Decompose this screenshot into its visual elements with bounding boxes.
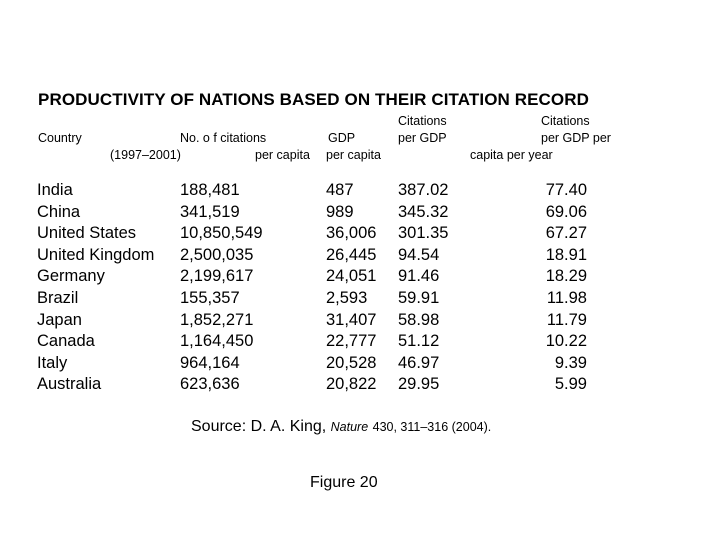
cell-country: Canada bbox=[37, 332, 95, 351]
cell-gdp: 487 bbox=[326, 181, 354, 199]
source-citation bbox=[191, 418, 491, 436]
cell-citations: 155,357 bbox=[180, 288, 240, 307]
cell-country: Japan bbox=[37, 310, 82, 329]
cell-gdp: 989 bbox=[326, 202, 354, 221]
cell-gdp: 24,051 bbox=[326, 267, 377, 286]
header-gdp-line1: GDP bbox=[328, 131, 356, 145]
cell-country: Brazil bbox=[37, 288, 79, 307]
header-cit-gdp-line2: per GDP bbox=[398, 131, 447, 145]
cell-citations: 1,852,271 bbox=[180, 310, 254, 329]
cell-cit-per-gdp: 29.95 bbox=[398, 375, 440, 394]
cell-citations: 188,481 bbox=[180, 181, 240, 199]
cell-citations: 341,519 bbox=[180, 202, 240, 221]
column-cit-per-gdp bbox=[398, 180, 448, 396]
cell-cit-per-gdp: 91.46 bbox=[398, 267, 440, 286]
cell-citations: 10,850,549 bbox=[180, 224, 263, 243]
header-gdp-line2: per capita bbox=[326, 148, 381, 162]
cell-country: Australia bbox=[37, 375, 102, 394]
source-reference: 430, 311–316 (2004). bbox=[372, 420, 492, 434]
cell-cit-per-gdp-year: 11.98 bbox=[546, 288, 587, 307]
cell-country: Italy bbox=[37, 353, 68, 372]
cell-country: India bbox=[37, 181, 73, 199]
cell-gdp: 20,822 bbox=[326, 375, 377, 394]
cell-cit-per-gdp-year: 69.06 bbox=[545, 202, 587, 221]
cell-citations: 623,636 bbox=[180, 375, 240, 394]
header-cit-gdp-year-line2: per GDP per bbox=[541, 131, 611, 145]
column-country bbox=[37, 180, 154, 396]
cell-gdp: 31,407 bbox=[326, 310, 377, 329]
header-cit-gdp-line1: Citations bbox=[398, 114, 447, 128]
cell-cit-per-gdp-year: 77.40 bbox=[545, 181, 587, 199]
cell-cit-per-gdp-year: 18.29 bbox=[545, 267, 587, 286]
cell-country: United Kingdom bbox=[37, 245, 155, 264]
cell-gdp: 2,593 bbox=[326, 288, 368, 307]
cell-cit-per-gdp: 58.98 bbox=[398, 310, 440, 329]
cell-cit-per-gdp: 46.97 bbox=[398, 353, 440, 372]
cell-cit-per-gdp-year: 9.39 bbox=[554, 353, 587, 372]
cell-cit-per-gdp: 345.32 bbox=[398, 202, 449, 221]
column-citations bbox=[180, 180, 263, 396]
cell-gdp: 22,777 bbox=[326, 332, 377, 351]
header-citations-line1: No. o f citations bbox=[180, 131, 267, 145]
cell-gdp: 20,528 bbox=[326, 353, 377, 372]
cell-cit-per-gdp-year: 67.27 bbox=[545, 224, 587, 243]
cell-citations: 1,164,450 bbox=[180, 332, 254, 351]
cell-gdp: 26,445 bbox=[326, 245, 377, 264]
cell-cit-per-gdp: 94.54 bbox=[398, 245, 440, 264]
cell-country: Germany bbox=[37, 267, 105, 286]
cell-cit-per-gdp: 51.12 bbox=[398, 332, 440, 351]
header-country: Country bbox=[38, 131, 82, 145]
figure-caption: Figure 20 bbox=[310, 474, 378, 491]
cell-cit-per-gdp: 59.91 bbox=[398, 288, 440, 307]
cell-cit-per-gdp: 301.35 bbox=[398, 224, 449, 243]
cell-cit-per-gdp: 387.02 bbox=[398, 181, 449, 199]
header-cit-gdp-year-line1: Citations bbox=[541, 114, 590, 128]
cell-citations: 2,500,035 bbox=[180, 245, 254, 264]
header-gdp-prefix: per capita bbox=[255, 148, 310, 162]
cell-cit-per-gdp-year: 5.99 bbox=[554, 375, 587, 394]
cell-country: United States bbox=[37, 224, 137, 243]
cell-citations: 964,164 bbox=[180, 353, 240, 372]
header-cit-gdp-year-line3: capita per year bbox=[470, 148, 553, 162]
cell-cit-per-gdp-year: 10.22 bbox=[545, 332, 587, 351]
source-journal: Nature bbox=[330, 420, 369, 434]
source-prefix: Source: D. A. King, bbox=[191, 418, 327, 435]
column-cit-per-gdp-year bbox=[540, 180, 587, 396]
header-citations-line2: (1997–2001) bbox=[110, 148, 181, 162]
cell-cit-per-gdp-year: 11.79 bbox=[546, 310, 587, 329]
page-title: PRODUCTIVITY OF NATIONS BASED ON THEIR CITATION RECORD bbox=[38, 90, 589, 109]
cell-country: China bbox=[37, 202, 81, 221]
cell-citations: 2,199,617 bbox=[180, 267, 254, 286]
column-gdp bbox=[326, 180, 376, 396]
cell-cit-per-gdp-year: 18.91 bbox=[545, 245, 587, 264]
cell-gdp: 36,006 bbox=[326, 224, 377, 243]
